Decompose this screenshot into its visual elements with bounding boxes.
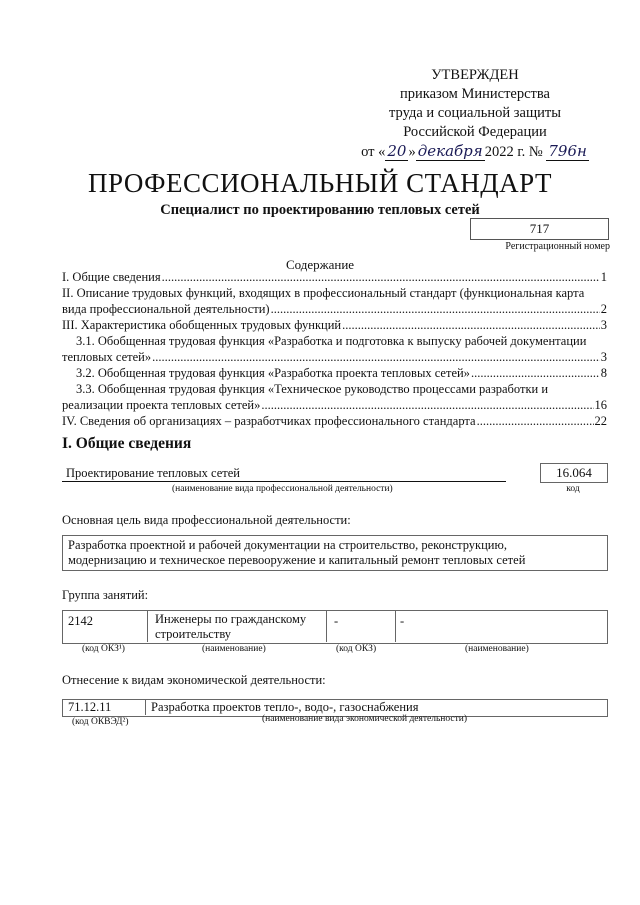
caption-name: (наименование) [202, 644, 266, 654]
approval-block [360, 66, 590, 162]
activity-name: Проектирование тепловых сетей [62, 466, 506, 482]
activity-caption: (наименование вида профессиональной деятельности) [172, 484, 393, 494]
toc-item-page: 3 [600, 318, 607, 332]
goal-line1: Разработка проектной и рабочей документации на строительство, реконструкцию, [68, 538, 507, 552]
page-subtitle: Специалист по проектированию тепловых сетей [160, 202, 480, 218]
group-label: Группа занятий: [62, 588, 149, 602]
toc-item-text: реализации проекта тепловых сетей» [62, 398, 261, 412]
toc-item-page: 2 [600, 302, 607, 316]
toc-item[interactable] [62, 397, 607, 413]
page-title: ПРОФЕССИОНАЛЬНЫЙ СТАНДАРТ [87, 168, 553, 198]
toc-item[interactable] [76, 365, 607, 381]
toc-item-page: 16 [594, 398, 607, 412]
approval-date-line [360, 142, 590, 162]
section-heading: I. Общие сведения [62, 435, 192, 452]
group-code-2: - [334, 614, 339, 628]
toc-item[interactable] [62, 413, 607, 429]
group-divider-2 [326, 610, 327, 642]
group-divider-3 [395, 610, 396, 642]
group-name-line1: Инженеры по гражданскому [155, 612, 307, 626]
date-month: декабря [417, 142, 483, 160]
goal-label: Основная цель вида профессиональной деятельности: [62, 513, 351, 527]
econ-label: Отнесение к видам экономической деятельности: [62, 673, 326, 687]
caption-okz-2: (код ОКЗ) [336, 644, 377, 654]
toc-item[interactable] [62, 269, 607, 285]
toc-item-text: I. Общие сведения [62, 270, 161, 284]
group-code: 2142 [68, 614, 93, 628]
toc-item-line1[interactable]: II. Описание трудовых функций, входящих в профессиональный стандарт (функциональная карта [62, 286, 585, 300]
toc-item-text: 3.2. Обобщенная трудовая функция «Разработка проекта тепловых сетей» [76, 366, 470, 380]
toc-item-page: 1 [600, 270, 607, 284]
caption-name-2: (наименование) [465, 644, 529, 654]
group-name-2: - [400, 614, 405, 628]
approval-line-2: приказом Министерства [400, 86, 550, 102]
toc-item-text: тепловых сетей» [62, 350, 152, 364]
date-prefix: от « [361, 144, 386, 160]
toc-item-page: 22 [594, 414, 607, 428]
order-number: 796н [548, 142, 587, 160]
econ-divider [145, 699, 146, 715]
code-caption: код [566, 484, 580, 494]
activity-code: 16.064 [540, 463, 608, 483]
toc-heading: Содержание [285, 257, 355, 272]
toc-item-page: 3 [600, 350, 607, 364]
date-year: 2022 г. № [484, 144, 543, 160]
caption-econ-name: (наименование вида экономической деятельности) [262, 714, 467, 724]
caption-okved: (код ОКВЭД²) [72, 717, 129, 727]
date-mid: » [408, 144, 416, 160]
toc-item-text: IV. Сведения об организациях – разработчиках профессионального стандарта [62, 414, 476, 428]
group-name-line2: строительству [155, 627, 232, 641]
toc-item-line1[interactable]: 3.3. Обобщенная трудовая функция «Техническое руководство процессами разработки и [76, 382, 549, 396]
caption-okz: (код ОКЗ¹) [82, 644, 125, 654]
approval-line-4: Российской Федерации [403, 124, 547, 140]
toc-item-text: III. Характеристика обобщенных трудовых функций [62, 318, 342, 332]
toc-item-line1[interactable]: 3.1. Обобщенная трудовая функция «Разработка и подготовка к выпуску рабочей документации [76, 334, 587, 348]
econ-code: 71.12.11 [68, 700, 112, 714]
date-day: 20 [387, 142, 407, 160]
toc-item-page: 8 [600, 366, 607, 380]
goal-line2: модернизацию и техническое перевооружение и капитальный ремонт тепловых сетей [68, 553, 526, 567]
registration-caption: Регистрационный номер [505, 241, 610, 252]
registration-number: 717 [470, 218, 609, 240]
toc-item[interactable] [62, 301, 607, 317]
approval-line-3: труда и социальной защиты [389, 105, 561, 121]
toc-item[interactable] [62, 349, 607, 365]
toc-item-text: вида профессиональной деятельности) [62, 302, 270, 316]
toc-item[interactable] [62, 317, 607, 333]
approval-status: УТВЕРЖДЕН [431, 67, 519, 83]
group-divider-1 [147, 610, 148, 642]
econ-name: Разработка проектов тепло-, водо-, газоснабжения [151, 700, 419, 714]
